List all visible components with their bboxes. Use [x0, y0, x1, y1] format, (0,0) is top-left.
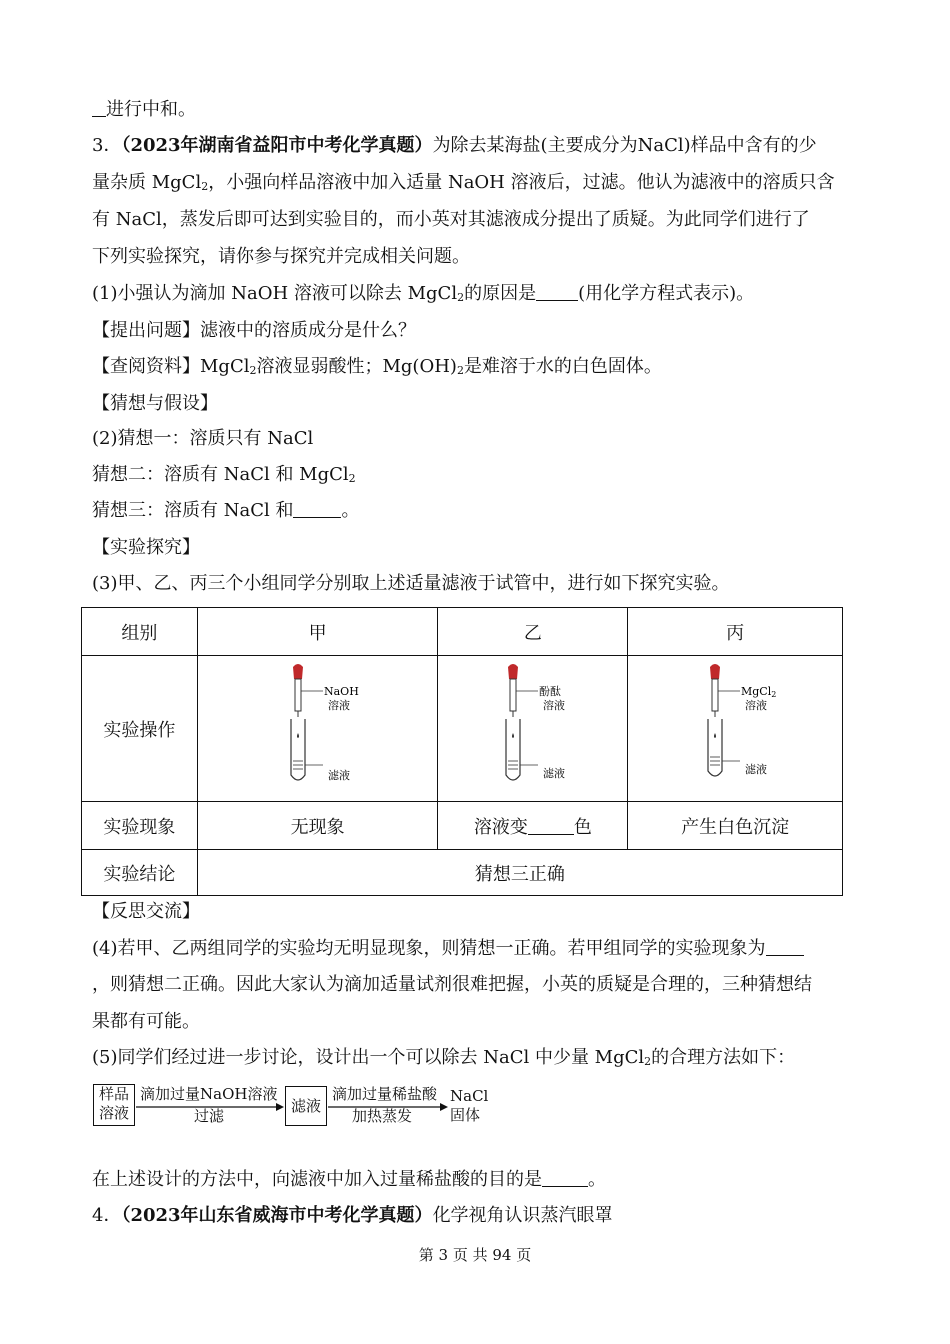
part-4: (4)若甲、乙两组同学的实验均无明显现象，则猜想一正确。若甲组同学的实验现象为: [92, 937, 804, 961]
answer-blank: [766, 937, 804, 956]
experiment-table: [81, 607, 843, 896]
hypothesis-1: (2)猜想一：溶质只有 NaCl: [92, 428, 314, 449]
answer-blank: [293, 499, 341, 518]
text-line: 进行中和。: [92, 98, 196, 122]
test-tube-icon: [291, 719, 305, 780]
question-text: 化学视角认识蒸汽眼罩: [432, 1205, 613, 1226]
dropper-tube-diagram: [268, 661, 368, 791]
part-1: (1)小强认为滴加 NaOH 溶液可以除去 MgCl$_2$的原因是 (用化学方程式表示)。: [92, 283, 755, 304]
table-header-row: [82, 608, 843, 656]
dropper-bulb-icon: [293, 664, 303, 679]
part-3: (3)甲、乙、丙三个小组同学分别取上述适量滤液于试管中，进行如下探究实验。: [92, 573, 730, 594]
question-text: 为除去某海盐(主要成分为NaCl)样品中含有的少: [432, 135, 817, 156]
reagent-label: 溶液: [745, 699, 768, 712]
table-cell: [628, 656, 843, 802]
section-reflect: 【反思交流】: [92, 901, 200, 922]
reagent-label: 溶液: [542, 699, 565, 712]
text-line: 果都有可能。: [92, 1011, 200, 1032]
table-cell: 溶液变 色: [438, 802, 628, 850]
test-tube-icon: [506, 719, 520, 780]
text-line: 量杂质 MgCl$_2$，小强向样品溶液中加入适量 NaOH 溶液后，过滤。他认为滤液中的溶质只含: [92, 172, 835, 193]
question-number: 3．: [92, 135, 122, 156]
reagent-label: 溶液: [327, 699, 350, 712]
question-3-header: [92, 134, 817, 158]
table-row: [82, 850, 843, 896]
text-line: 下列实验探究，请你参与探究并完成相关问题。: [92, 246, 470, 267]
process-flow-diagram: [90, 1082, 510, 1132]
answer-blank: [536, 282, 578, 301]
section-hypothesis: 【猜想与假设】: [92, 393, 218, 414]
part-5: (5)同学们经过进一步讨论，设计出一个可以除去 NaCl 中少量 MgCl$_2$的合理方法如下：: [92, 1047, 796, 1068]
table-cell: [438, 656, 628, 802]
answer-blank: [92, 98, 106, 117]
reagent-label: 酚酞: [538, 685, 561, 698]
flow-box-sample: 样品 溶液: [93, 1084, 135, 1126]
part-5-question: 在上述设计的方法中，向滤液中加入过量稀盐酸的目的是 。: [92, 1169, 606, 1190]
dropper-bulb-icon: [710, 664, 720, 679]
text-line: ，则猜想二正确。因此大家认为滴加适量试剂很难把握，小英的质疑是合理的，三种猜想结: [92, 974, 812, 995]
table-cell: 实验操作: [82, 656, 198, 802]
table-cell: 产生白色沉淀: [628, 802, 843, 850]
flow-box-filtrate: 滤液: [285, 1086, 327, 1126]
table-cell: 组别: [82, 608, 198, 656]
question-number: 4．: [92, 1205, 122, 1226]
flow-step-label: 滴加过量NaOH溶液: [140, 1085, 278, 1103]
dropper-tube-diagram: [685, 661, 785, 791]
dropper-bulb-icon: [508, 664, 518, 679]
table-cell: 乙: [438, 608, 628, 656]
question-4-header: [92, 1204, 613, 1228]
test-tube-icon: [708, 719, 722, 776]
section-explore: 【实验探究】: [92, 537, 200, 558]
answer-blank: [528, 816, 574, 835]
reagent-label: NaOH: [323, 685, 359, 698]
section-ask: 【提出问题】滤液中的溶质成分是什么？: [92, 320, 416, 341]
flow-result-label: 固体: [450, 1106, 481, 1124]
answer-blank: [542, 1168, 588, 1187]
flow-step-label: 过滤: [194, 1107, 225, 1125]
page-footer: 第 3 页 共 94 页: [418, 1246, 532, 1264]
dropper-tube-diagram: [483, 661, 583, 791]
filtrate-label: 滤液: [745, 763, 768, 776]
question-source: （2023年湖南省益阳市中考化学真题）: [121, 135, 433, 156]
question-source: （2023年山东省威海市中考化学真题）: [121, 1205, 433, 1226]
table-cell: 实验结论: [82, 850, 198, 896]
filtrate-label: 滤液: [327, 769, 350, 782]
filtrate-label: 滤液: [542, 767, 565, 780]
hypothesis-3: 猜想三：溶质有 NaCl 和 。: [92, 500, 360, 521]
table-cell: 甲: [197, 608, 438, 656]
table-row: [82, 656, 843, 802]
reagent-label: MgCl2: [741, 685, 777, 699]
flow-result-label: NaCl: [450, 1087, 489, 1105]
table-row: [82, 802, 843, 850]
table-cell: 无现象: [197, 802, 438, 850]
text-line: 有 NaCl，蒸发后即可达到实验目的，而小英对其滤液成分提出了质疑。为此同学们进行了: [92, 209, 810, 230]
table-cell: 丙: [628, 608, 843, 656]
table-cell: 实验现象: [82, 802, 198, 850]
table-cell: [197, 656, 438, 802]
section-reference: 【查阅资料】MgCl$_2$溶液显弱酸性；$Mg(OH)_2$是难溶于水的白色固体。: [92, 356, 662, 377]
hypothesis-2: 猜想二：溶质有 NaCl 和 MgCl$_2$: [92, 464, 356, 485]
flow-step-label: 加热蒸发: [352, 1107, 413, 1125]
table-cell: 猜想三正确: [197, 850, 842, 896]
flow-step-label: 滴加过量稀盐酸: [332, 1085, 438, 1103]
